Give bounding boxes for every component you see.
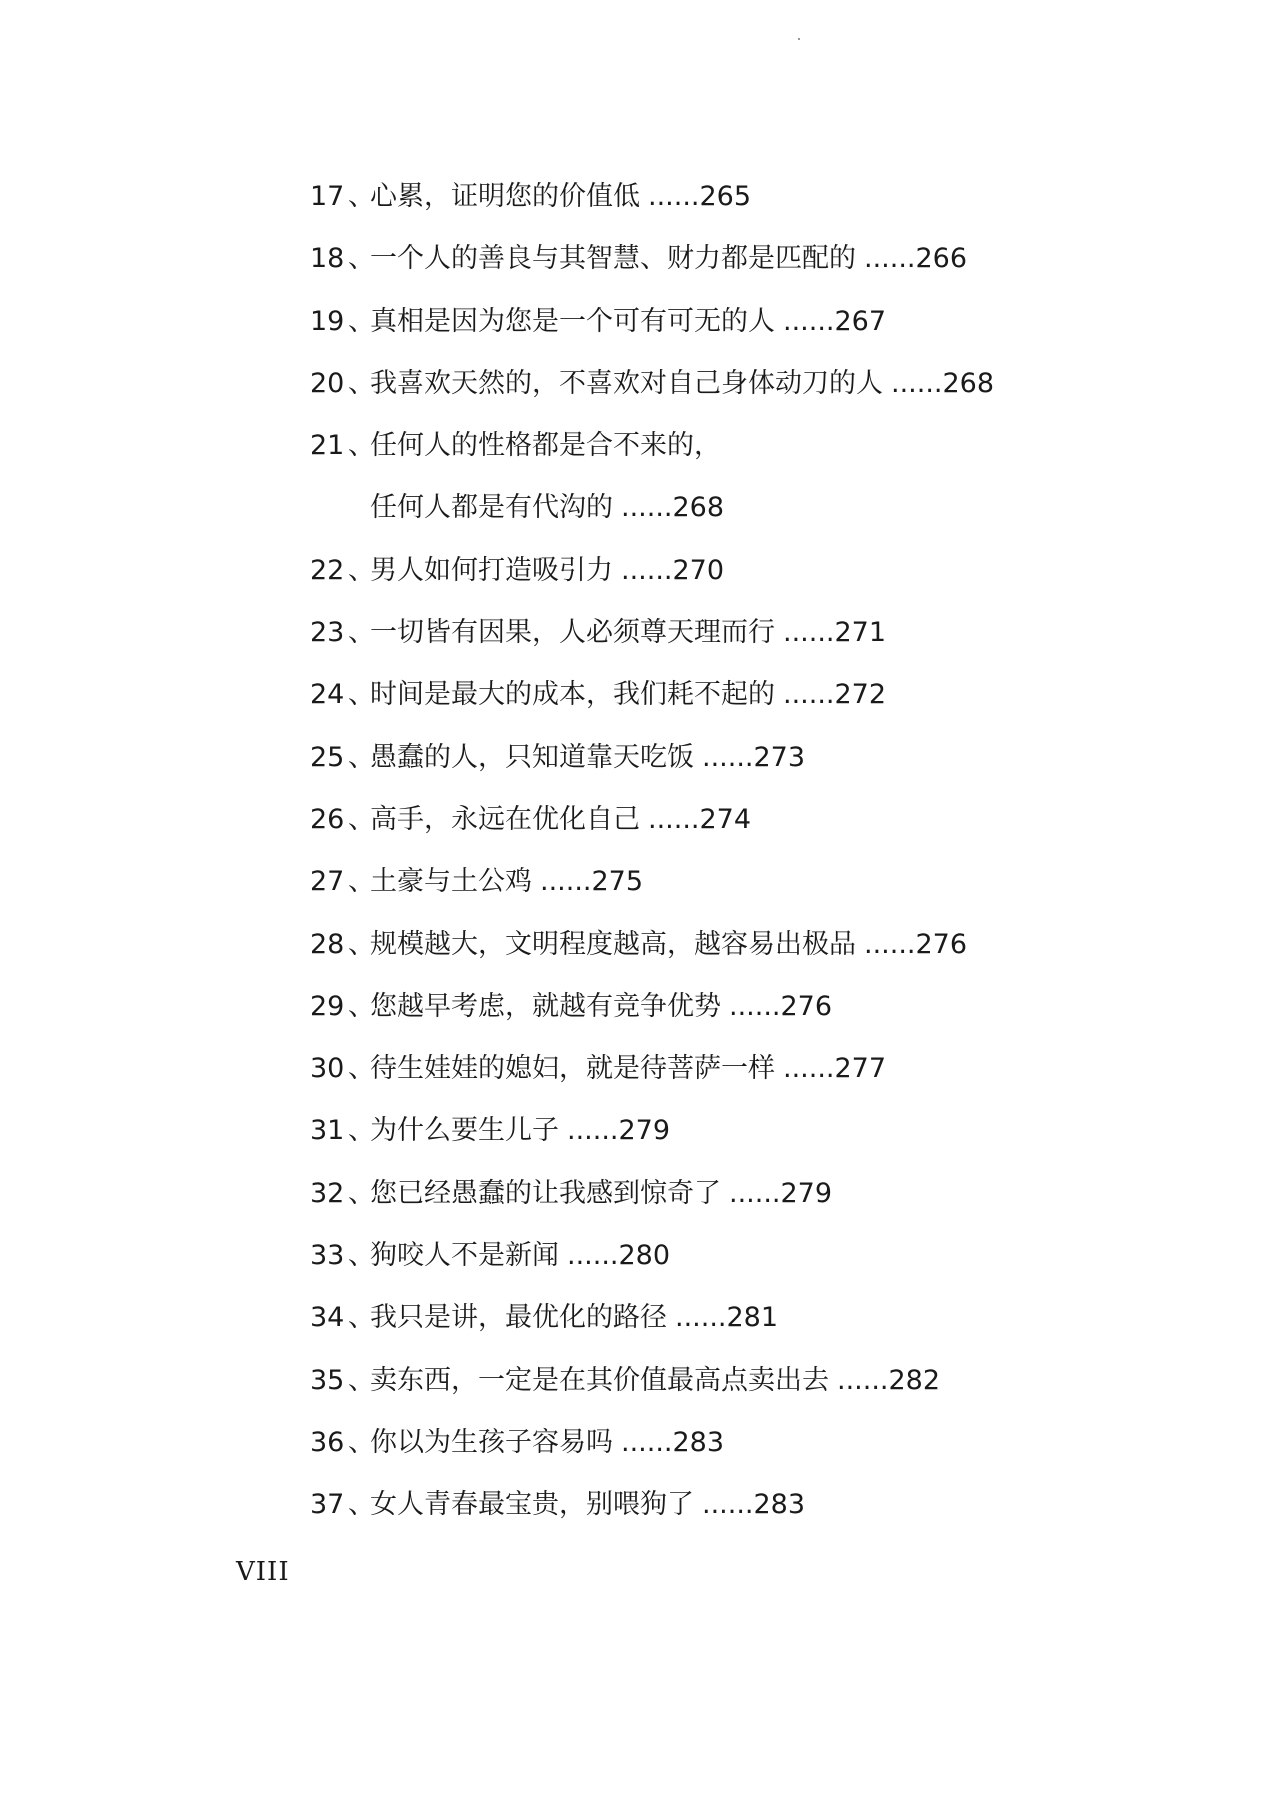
entry-title: 愚蠢的人，只知道靠天吃饭 ......273 [370,741,806,773]
entry-page: ......279 [567,1115,671,1147]
toc-entry-18[interactable] [0,228,1274,290]
entry-number: 33 [310,1240,345,1272]
table-of-contents [0,166,1274,1537]
entry-page: ......267 [783,305,887,337]
entry-separator: 、 [348,803,375,835]
toc-entry-19[interactable] [0,291,1274,353]
entry-separator: 、 [348,1053,375,1085]
entry-page: ......277 [783,1053,887,1085]
entry-separator: 、 [348,1426,375,1458]
entry-title: 待生娃娃的媳妇，就是待菩萨一样 ......277 [370,1053,887,1085]
entry-page: ......270 [621,554,725,586]
entry-title: 任何人都是有代沟的 ......268 [370,492,725,524]
entry-number: 30 [310,1053,345,1085]
entry-number: 22 [310,554,345,586]
entry-page: ......283 [621,1426,725,1458]
entry-page: ......280 [567,1240,671,1272]
entry-page: ......276 [729,990,833,1022]
entry-separator: 、 [348,741,375,773]
entry-separator: 、 [348,1240,375,1272]
entry-separator: 、 [348,1302,375,1334]
toc-entry-24[interactable] [0,664,1274,726]
entry-number: 32 [310,1177,345,1209]
entry-separator: 、 [348,1177,375,1209]
entry-title: 男人如何打造吸引力 ......270 [370,554,725,586]
entry-separator: 、 [348,928,375,960]
toc-entry-36[interactable] [0,1412,1274,1474]
entry-page: ......273 [702,741,806,773]
entry-page: ......274 [648,803,752,835]
entry-separator: 、 [348,430,375,462]
entry-title: 您越早考虑，就越有竞争优势 ......276 [370,990,833,1022]
entry-page: ......268 [891,367,995,399]
entry-title: 规模越大，文明程度越高，越容易出极品 ......276 [370,928,968,960]
page-number: VIII [236,1557,290,1587]
entry-page: ......279 [729,1177,833,1209]
toc-entry-29[interactable] [0,976,1274,1038]
toc-entry-27[interactable] [0,851,1274,913]
toc-entry-22[interactable] [0,540,1274,602]
scan-speck [798,38,800,40]
entry-title: 您已经愚蠢的让我感到惊奇了 ......279 [370,1177,833,1209]
toc-entry-25[interactable] [0,727,1274,789]
toc-entry-37[interactable] [0,1474,1274,1536]
entry-separator: 、 [348,305,375,337]
toc-entry-20[interactable] [0,353,1274,415]
toc-entry-23[interactable] [0,602,1274,664]
entry-number: 25 [310,741,345,773]
entry-title: 狗咬人不是新闻 ......280 [370,1240,671,1272]
entry-page: ......268 [621,492,725,524]
toc-entry-28[interactable] [0,914,1274,976]
entry-separator: 、 [348,617,375,649]
entry-number: 17 [310,181,345,212]
entry-separator: 、 [348,990,375,1022]
entry-separator: 、 [348,679,375,711]
entry-page: ......272 [783,679,887,711]
entry-number: 26 [310,803,345,835]
entry-page: ......281 [675,1302,779,1334]
entry-page: ......265 [648,181,752,212]
toc-entry-33[interactable] [0,1225,1274,1287]
entry-title: 我只是讲，最优化的路径 ......281 [370,1302,779,1334]
entry-title: 一切皆有因果，人必须尊天理而行 ......271 [370,617,887,649]
entry-number: 29 [310,990,345,1022]
entry-number: 24 [310,679,345,711]
entry-title: 真相是因为您是一个可有可无的人 ......267 [370,305,887,337]
entry-separator: 、 [348,866,375,898]
entry-separator: 、 [348,1364,375,1396]
entry-separator: 、 [348,554,375,586]
toc-entry-21[interactable] [0,415,1274,477]
entry-title: 卖东西，一定是在其价值最高点卖出去 ......282 [370,1364,941,1396]
toc-entry-17[interactable] [0,166,1274,228]
entry-page: ......271 [783,617,887,649]
toc-entry-32[interactable] [0,1163,1274,1225]
entry-title: 一个人的善良与其智慧、财力都是匹配的 ......266 [370,243,968,275]
entry-separator: 、 [348,1115,375,1147]
toc-entry-26[interactable] [0,789,1274,851]
entry-number: 18 [310,243,345,275]
entry-title: 女人青春最宝贵，别喂狗了 ......283 [370,1489,806,1521]
entry-separator: 、 [348,243,375,275]
toc-entry-31[interactable] [0,1100,1274,1162]
entry-separator: 、 [348,181,375,212]
entry-number: 37 [310,1489,345,1521]
entry-title: 土豪与土公鸡 ......275 [370,866,644,898]
entry-number: 31 [310,1115,345,1147]
entry-number: 35 [310,1364,345,1396]
toc-entry-35[interactable] [0,1350,1274,1412]
entry-title: 为什么要生儿子 ......279 [370,1115,671,1147]
entry-title: 心累，证明您的价值低 ......265 [370,181,752,212]
entry-separator: 、 [348,367,375,399]
entry-number: 23 [310,617,345,649]
entry-page: ......276 [864,928,968,960]
entry-number: 36 [310,1426,345,1458]
entry-page: ......282 [837,1364,941,1396]
toc-entry-34[interactable] [0,1287,1274,1349]
toc-entry-30[interactable] [0,1038,1274,1100]
entry-number: 28 [310,928,345,960]
entry-number: 20 [310,367,345,399]
entry-number: 27 [310,866,345,898]
entry-number: 19 [310,305,345,337]
entry-page: ......283 [702,1489,806,1521]
entry-page: ......275 [540,866,644,898]
entry-title: 我喜欢天然的，不喜欢对自己身体动刀的人 ......268 [370,367,995,399]
entry-number: 34 [310,1302,345,1334]
entry-page: ......266 [864,243,968,275]
entry-title: 你以为生孩子容易吗 ......283 [370,1426,725,1458]
entry-separator: 、 [348,1489,375,1521]
entry-title: 任何人的性格都是合不来的， [370,430,721,462]
toc-entry-21-continued[interactable] [0,477,1274,539]
entry-title: 高手，永远在优化自己 ......274 [370,803,752,835]
entry-number: 21 [310,430,345,462]
entry-title: 时间是最大的成本，我们耗不起的 ......272 [370,679,887,711]
